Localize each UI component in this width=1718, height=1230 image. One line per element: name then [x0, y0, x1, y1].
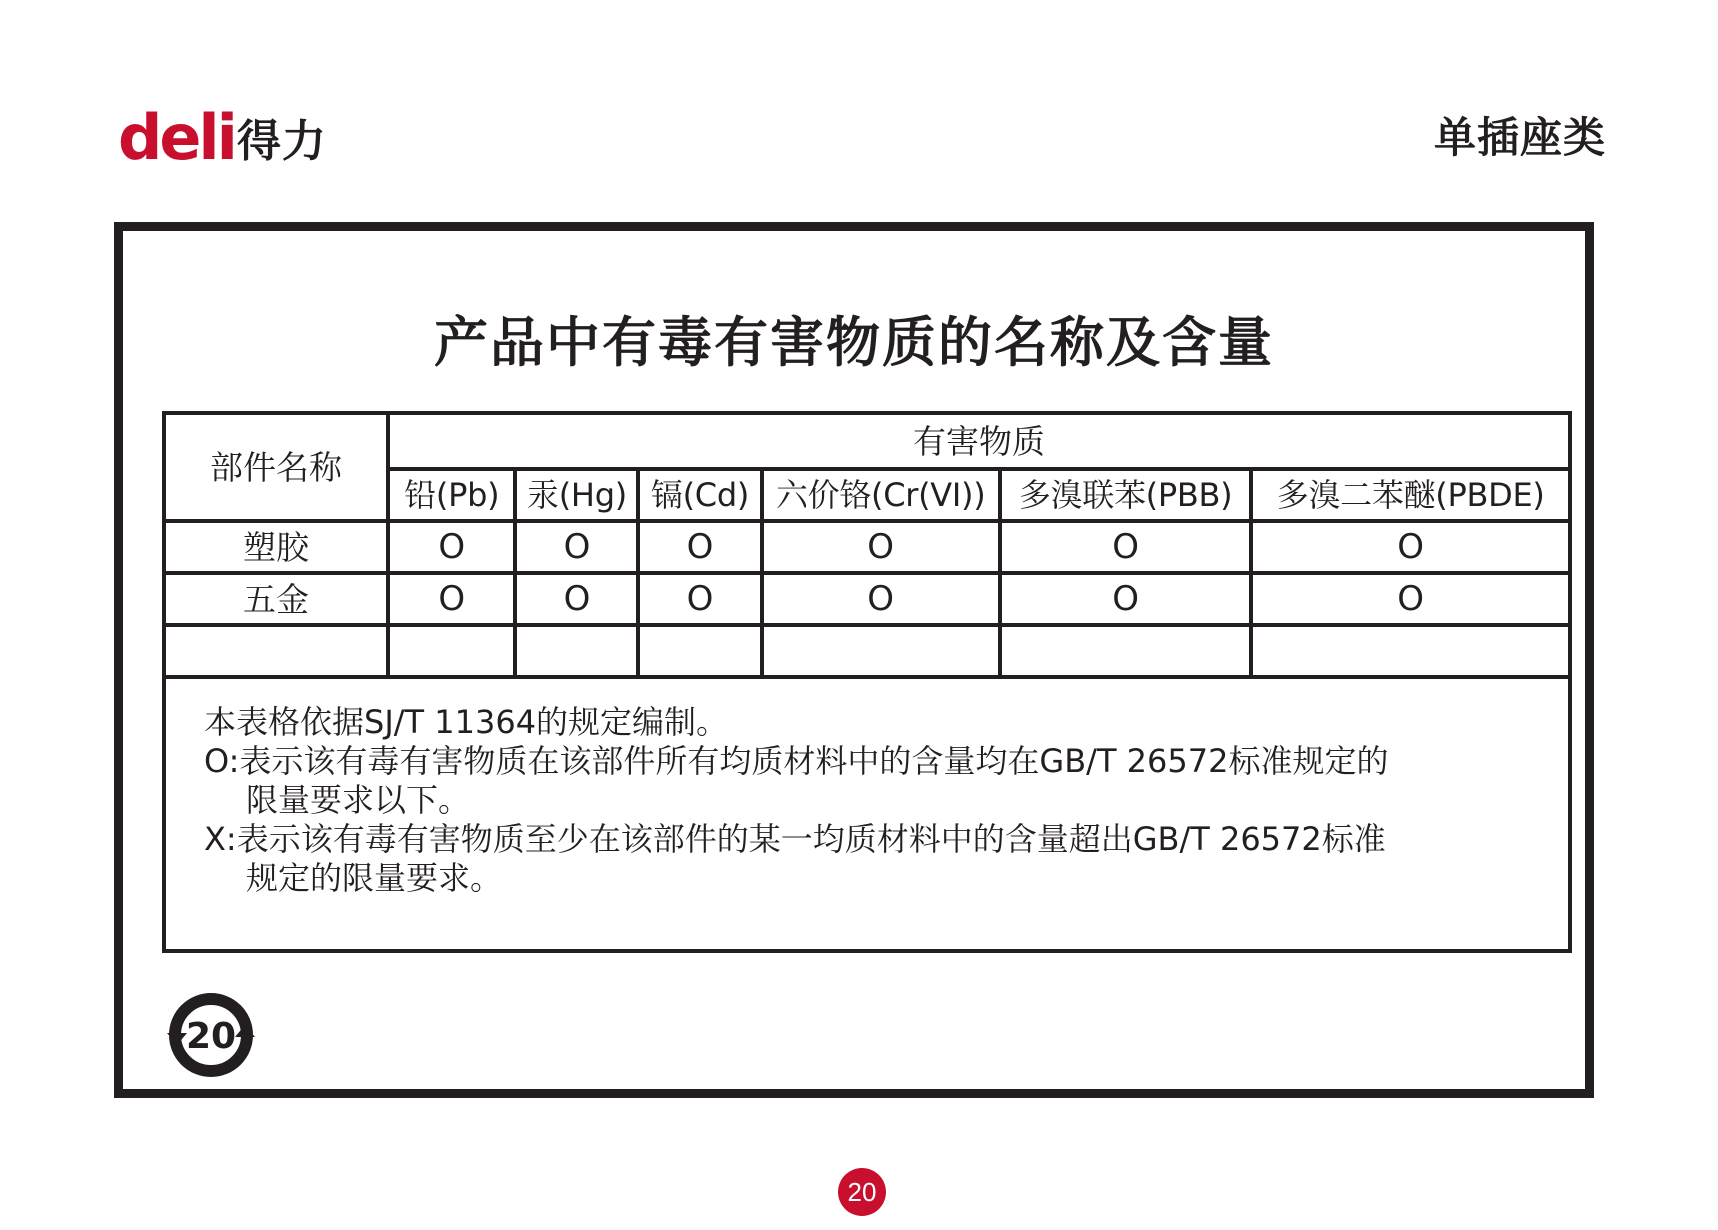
- compliance-mark: O: [762, 521, 1000, 573]
- compliance-mark: O: [762, 573, 1000, 625]
- part-name-cell: [164, 625, 388, 677]
- substance-pbde-header: 多溴二苯醚(PBDE): [1251, 469, 1570, 521]
- compliance-mark: O: [388, 521, 515, 573]
- substance-cadmium-header: 镉(Cd): [638, 469, 761, 521]
- compliance-mark: O: [638, 573, 761, 625]
- brand-wordmark-latin: deli: [118, 101, 235, 174]
- hazardous-substances-table: [162, 411, 1572, 953]
- note-x-definition-cont: 规定的限量要求。: [246, 859, 503, 897]
- compliance-mark: O: [1251, 521, 1570, 573]
- environmental-protection-use-period-icon: [163, 987, 259, 1083]
- rohs-period-label: 20: [185, 1016, 237, 1057]
- table-row: [164, 521, 1570, 573]
- note-x-definition: X:表示该有毒有害物质至少在该部件的某一均质材料中的含量超出GB/T 26572标准: [204, 820, 1386, 858]
- note-o-definition: O:表示该有毒有害物质在该部件所有均质材料中的含量均在GB/T 26572标准规定的: [204, 742, 1389, 780]
- document-title: 产品中有毒有害物质的名称及含量: [434, 311, 1274, 374]
- part-name-header: 部件名称: [164, 413, 388, 521]
- compliance-mark: [388, 625, 515, 677]
- compliance-mark: O: [638, 521, 761, 573]
- compliance-mark: [1251, 625, 1570, 677]
- substance-lead-header: 铅(Pb): [388, 469, 515, 521]
- substance-mercury-header: 汞(Hg): [515, 469, 638, 521]
- hazardous-substances-header: 有害物质: [388, 413, 1570, 469]
- part-name-cell: 塑胶: [164, 521, 388, 573]
- product-category: 单插座类: [1433, 113, 1606, 162]
- table-row: [164, 573, 1570, 625]
- table-notes: [164, 677, 1570, 951]
- note-o-definition-cont: 限量要求以下。: [246, 781, 471, 819]
- compliance-mark: O: [1000, 521, 1252, 573]
- compliance-mark: [1000, 625, 1252, 677]
- substance-chromium-vi-header: 六价铬(Cr(VI)): [762, 469, 1000, 521]
- substance-pbb-header: 多溴联苯(PBB): [1000, 469, 1252, 521]
- deli-logo: [118, 101, 327, 174]
- note-basis: 本表格依据SJ/T 11364的规定编制。: [204, 703, 729, 741]
- compliance-mark: O: [515, 573, 638, 625]
- compliance-mark: O: [1251, 573, 1570, 625]
- table-row: [164, 625, 1570, 677]
- compliance-mark: O: [515, 521, 638, 573]
- compliance-mark: O: [388, 573, 515, 625]
- compliance-mark: [638, 625, 761, 677]
- hazard-declaration-frame: [114, 222, 1594, 1098]
- part-name-cell: 五金: [164, 573, 388, 625]
- brand-wordmark-cjk: 得力: [236, 116, 327, 167]
- compliance-mark: [515, 625, 638, 677]
- compliance-mark: [762, 625, 1000, 677]
- compliance-mark: O: [1000, 573, 1252, 625]
- page-number-badge: 20: [838, 1168, 886, 1216]
